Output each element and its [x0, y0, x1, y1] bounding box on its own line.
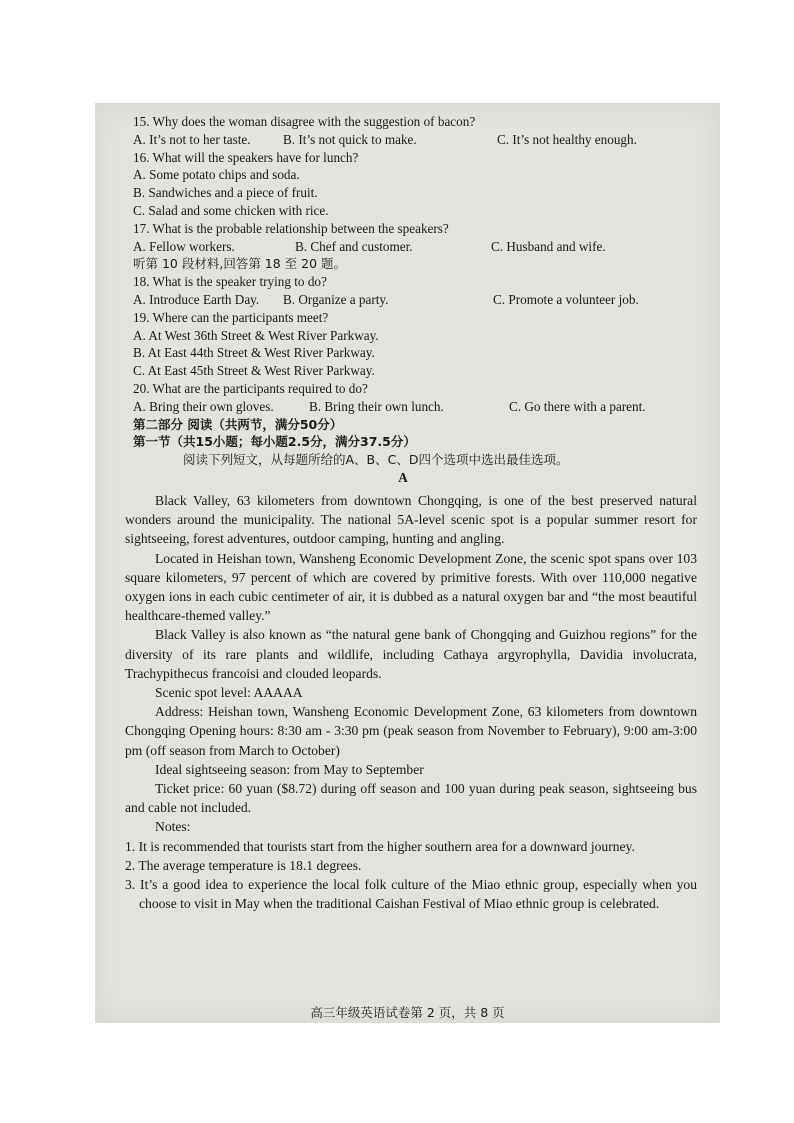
option-a: A. Bring their own gloves.: [133, 398, 274, 414]
option-c: C. Promote a volunteer job.: [493, 291, 639, 307]
option-b: B. Bring their own lunch.: [309, 398, 444, 414]
question-19-stem: 19. Where can the participants meet?: [133, 309, 329, 325]
address-hours: Address: Heishan town, Wansheng Economic Development Zone, 63 kilometers from downtown Chongqing Opening hours: 8:30 am - 3:30 pm (peak season from November to February), 9:00 am-3:00 pm (off season from March to October): [125, 704, 697, 758]
ticket-price: Ticket price: 60 yuan ($8.72) during off season and 100 yuan during peak season, sightseeing bus and cable not included.: [125, 781, 697, 816]
option-c: C. Husband and wife.: [491, 238, 606, 254]
option-b: B. Organize a party.: [283, 291, 389, 307]
question-20-stem: 20. What are the participants required to do?: [133, 380, 368, 396]
question-17-options: [133, 238, 703, 256]
scenic-level: Scenic spot level: AAAAA: [155, 685, 303, 701]
question-15-options: [133, 131, 703, 149]
option-a: A. At West 36th Street & West River Parkway.: [133, 327, 379, 343]
ideal-season: Ideal sightseeing season: from May to September: [155, 761, 424, 777]
reading-instruction: 阅读下列短文，从每题所给的A、B、C、D四个选项中选出最佳选项。: [183, 452, 569, 468]
option-c: C. Salad and some chicken with rice.: [133, 202, 329, 218]
option-a: A. Some potato chips and soda.: [133, 167, 300, 183]
option-c: C. Go there with a parent.: [509, 398, 646, 414]
note-3: 3. It’s a good idea to experience the local folk culture of the Miao ethnic group, especially when you choose to visit in May when the traditional Caishan Festival of Miao ethnic group is celebrated.: [125, 877, 697, 912]
listening-questions: [133, 113, 703, 487]
section-1-heading: 第一节（共15小题；每小题2.5分，满分37.5分）: [133, 434, 416, 450]
option-a: A. Introduce Earth Day.: [133, 291, 260, 307]
option-b: B. It’s not quick to make.: [283, 131, 417, 147]
note-1: 1. It is recommended that tourists start from the higher southern area for a downward journey.: [125, 838, 635, 854]
passage-paragraph-1: Black Valley, 63 kilometers from downtown Chongqing, is one of the best preserved natural wonders around the municipality. The national 5A-level scenic spot is a popular summer resort for sightseeing, forest adventures, outdoor camping, hunting and angling.: [125, 493, 697, 547]
option-b: B. Chef and customer.: [295, 238, 413, 254]
reading-passage-a: [125, 491, 697, 913]
page-footer: 高三年级英语试卷第 2 页，共 8 页: [310, 1005, 505, 1020]
question-20-options: [133, 398, 703, 416]
option-b: B. At East 44th Street & West River Parkway.: [133, 345, 375, 361]
question-16-stem: 16. What will the speakers have for lunch?: [133, 149, 359, 165]
option-c: C. At East 45th Street & West River Parkway.: [133, 363, 375, 379]
part-2-heading: 第二部分 阅读（共两节，满分50分）: [133, 416, 343, 432]
option-b: B. Sandwiches and a piece of fruit.: [133, 185, 318, 201]
question-17-stem: 17. What is the probable relationship between the speakers?: [133, 220, 449, 236]
notes-label: Notes:: [155, 819, 191, 835]
exam-page: [95, 103, 720, 1023]
question-15-stem: 15. Why does the woman disagree with the suggestion of bacon?: [133, 114, 476, 129]
question-18-stem: 18. What is the speaker trying to do?: [133, 274, 327, 290]
passage-letter: A: [398, 469, 408, 485]
option-c: C. It’s not healthy enough.: [497, 131, 637, 147]
question-18-options: [133, 291, 703, 309]
section-10-instruction: 听第 10 段材料,回答第 18 至 20 题。: [133, 256, 347, 272]
passage-paragraph-3: Black Valley is also known as “the natural gene bank of Chongqing and Guizhou regions” for the diversity of its rare plants and wildlife, including Cathaya argyrophylla, Davidia involucrata, Trachypithecus francoisi and clouded leopards.: [125, 627, 697, 681]
passage-paragraph-2: Located in Heishan town, Wansheng Economic Development Zone, the scenic spot spans over 103 square kilometers, 97 percent of which are covered by primitive forests. With over 110,000 negative oxygen ions in each cubic centimeter of air, it is dubbed as a natural oxygen bar and “the most beautiful healthcare-themed valley.”: [125, 550, 697, 624]
option-a: A. Fellow workers.: [133, 238, 235, 254]
note-2: 2. The average temperature is 18.1 degrees.: [125, 857, 362, 873]
option-a: A. It’s not to her taste.: [133, 131, 251, 147]
